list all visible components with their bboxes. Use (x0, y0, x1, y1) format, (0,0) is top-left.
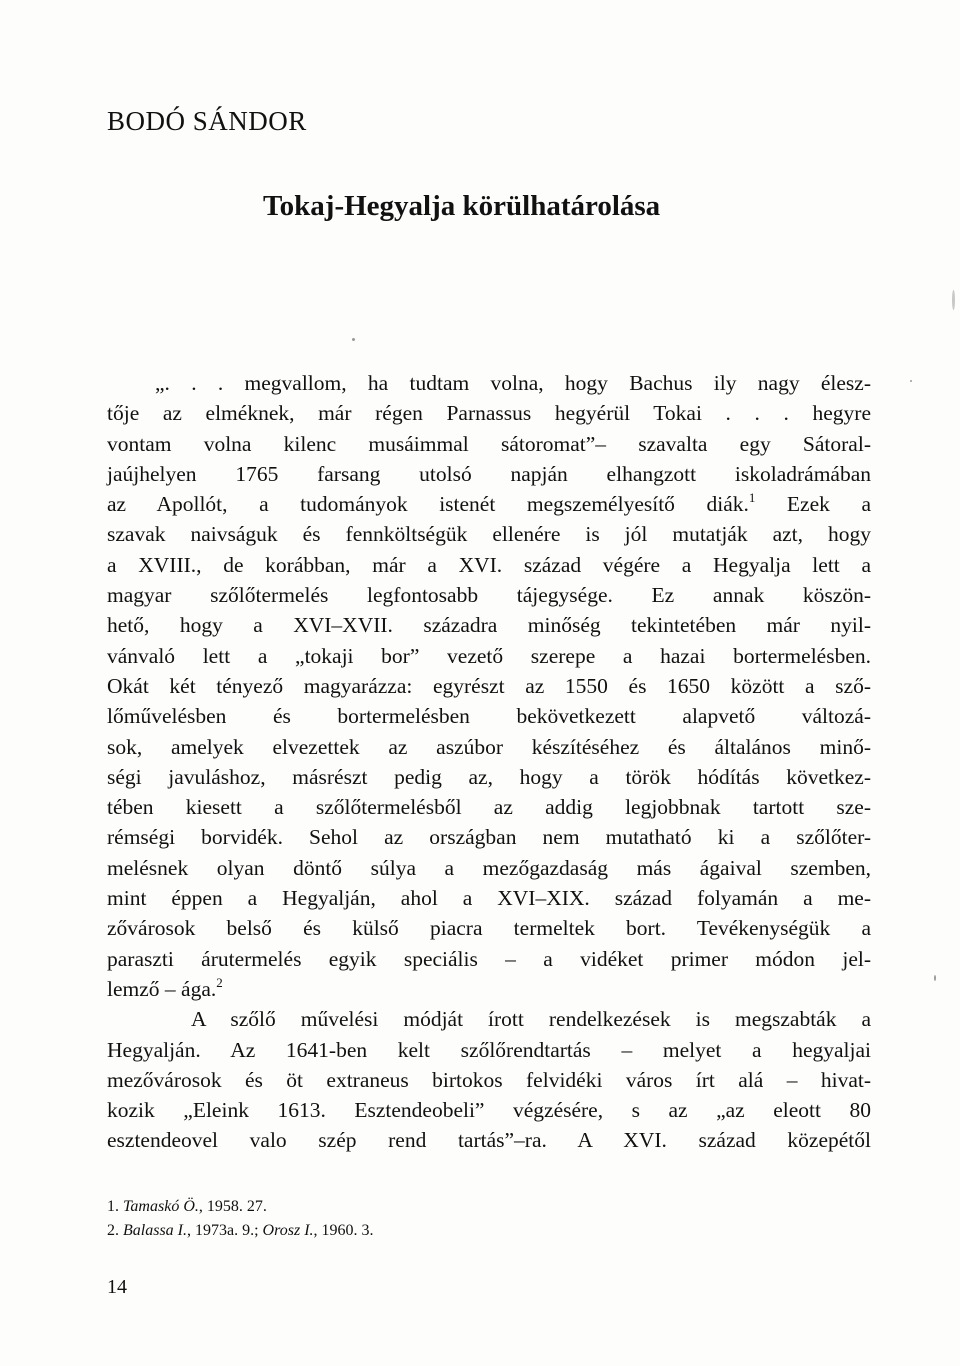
text-line: „. . . megvallom, ha tudtam volna, hogy Bachus ily nagy élesz- (155, 371, 871, 395)
text-line: magyar szőlőtermelés legfontosabb tájegysége. Ez annak köszön- (107, 583, 871, 608)
text-line: A szőlő művelési módját írott rendelkezések is megszabták a (191, 1007, 871, 1032)
text-line: jaújhelyen 1765 farsang utolsó napján elhangzott iskoladrámában (107, 461, 871, 486)
text-line: szavak naivságuk és fennköltségük ellenére is jól mutatják azt, hogy (107, 522, 871, 547)
scan-speck (910, 380, 912, 382)
text-line: esztendeovel valo szép rend tartás”–ra. A XVI. század közepétől (107, 1128, 871, 1153)
footnote-item: 2. Balassa I., 1973a. 9.; Orosz I., 1960. 3. (107, 1222, 374, 1239)
page-number: 14 (107, 1276, 127, 1298)
footnote-item: 1. Tamaskó Ö., 1958. 27. (107, 1198, 267, 1215)
text-line: az Apollót, a tudományok istenét megszemélyesítő diák.$^1$ Ezek a (107, 490, 871, 517)
text-line: melésnek olyan döntő súlya a mezőgazdaság más ágaival szemben, (107, 855, 871, 880)
text-line: tében kiesett a szőlőtermelésből az addig legjobbnak tartott sze- (107, 795, 871, 820)
text-line: vontam volna kilenc musáimmal sátoromat”– szavalta egy Sátoral- (107, 431, 871, 456)
text-line: sok, amelyek elvezettek az aszúbor készítéséhez és általános minő- (107, 734, 871, 759)
text-line: lőművelésben és bortermelésben bekövetkezett alapvető változá- (107, 704, 871, 729)
text-line: lemző – ága.$^2$ (107, 974, 223, 1001)
text-line: Okát két tényező magyarázza: egyrészt az 1550 és 1650 között a sző- (107, 673, 871, 698)
scan-speck (352, 338, 355, 341)
body-text (107, 368, 871, 1156)
footnote-mark: 1 (748, 490, 756, 506)
footnotes (107, 1195, 374, 1243)
text-line: tője az elméknek, már régen Parnassus hegyérül Tokai . . . hegyre (107, 401, 871, 426)
article-title: Tokaj-Hegyalja körülhatárolása (263, 190, 661, 222)
scan-speck (934, 975, 936, 981)
text-line: mezővárosok és öt extraneus birtokos felvidéki város írt alá – hivat- (107, 1067, 871, 1092)
text-line: ségi javuláshoz, másrészt pedig az, hogy a török hódítás következ- (107, 764, 871, 789)
text-line: zővárosok belső és külső piacra termeltek bort. Tevékenységük a (107, 916, 871, 941)
scan-speck (952, 290, 955, 310)
text-line: a XVIII., de korábban, már a XVI. század végére a Hegyalja lett a (107, 552, 871, 577)
text-line: kozik „Eleink 1613. Esztendeobeli” végzésére, s az „az eleott 80 (107, 1098, 871, 1123)
footnote-mark: 2 (216, 974, 223, 990)
text-line: rémségi borvidék. Sehol az országban nem mutatható ki a szőlőter- (107, 825, 871, 850)
text-line: Hegyalján. Az 1641-ben kelt szőlőrendtartás – melyet a hegyaljai (107, 1037, 871, 1062)
text-line: hető, hogy a XVI–XVII. századra minőség tekintetében már nyil- (107, 613, 871, 638)
author-name: BODÓ SÁNDOR (107, 106, 307, 136)
text-line: vánvaló lett a „tokaji bor” vezető szerepe a hazai bortermelésben. (107, 643, 871, 668)
text-line: paraszti árutermelés egyik speciális – a vidéket primer módon jel- (107, 946, 871, 971)
text-line: mint éppen a Hegyalján, ahol a XVI–XIX. század folyamán a me- (107, 886, 871, 911)
